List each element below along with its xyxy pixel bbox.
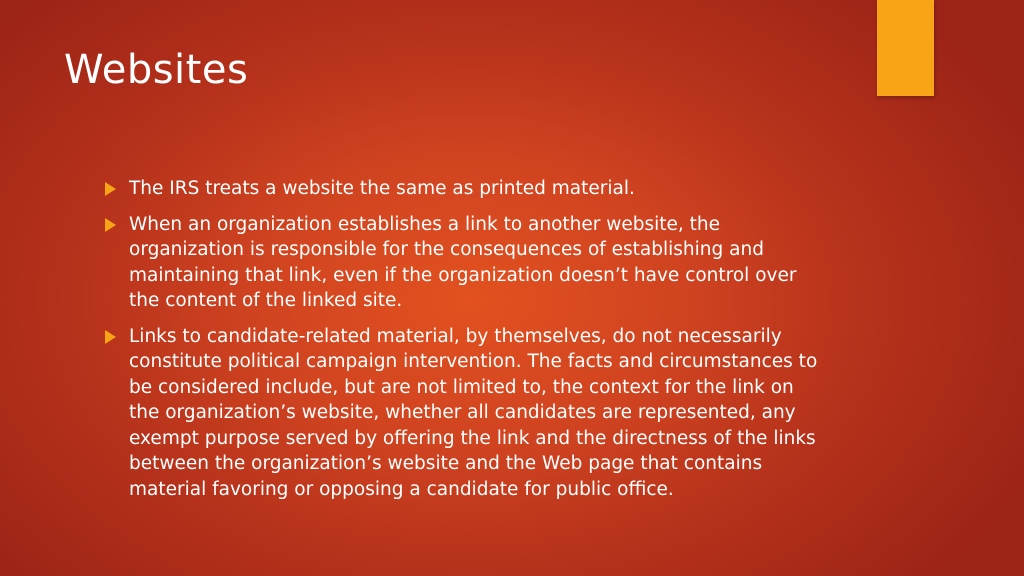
slide-title: Websites <box>64 47 249 93</box>
bullet-item <box>101 324 821 503</box>
bullet-text: When an organization establishes a link to another website, the organization is responsible for the consequences of establishing and maintaining that link, even if the organization doesn’t have control over the content of the linked site. <box>129 213 797 311</box>
accent-bar <box>877 0 934 96</box>
bullet-item <box>101 176 821 202</box>
triangle-bullet-icon <box>105 182 116 196</box>
bullet-text: The IRS treats a website the same as printed material. <box>129 178 635 199</box>
triangle-bullet-icon <box>105 330 116 344</box>
triangle-bullet-icon <box>105 218 116 232</box>
bullet-list <box>101 176 821 512</box>
bullet-item <box>101 212 821 314</box>
bullet-text: Links to candidate-related material, by themselves, do not necessarily constitute political campaign intervention. The facts and circumstances to be considered include, but are not limited to, the context for the link on the organization’s website, whether all candidates are represented, any exempt purpose served by offering the link and the directness of the links between the organization’s website and the Web page that contains material favoring or opposing a candidate for public office. <box>129 325 818 500</box>
